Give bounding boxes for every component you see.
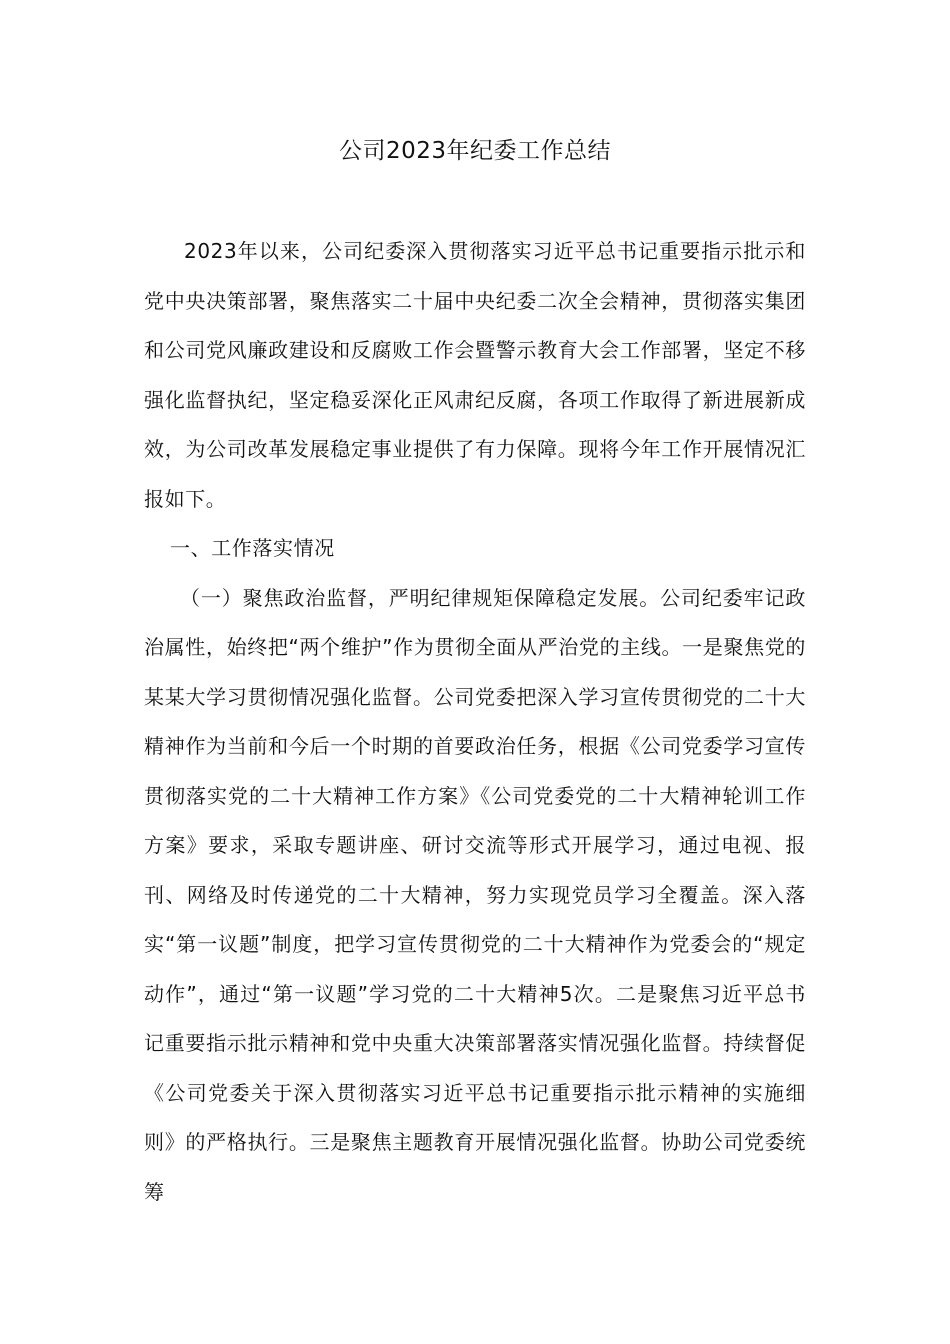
document-body [144,227,806,1217]
intro-paragraph: 2023年以来，公司纪委深入贯彻落实习近平总书记重要指示批示和党中央决策部署，聚焦落实二十届中央纪委二次全会精神，贯彻落实集团和公司党风廉政建设和反腐败工作会暨警示教育大会工作部署，坚定不移强化监督执纪，坚定稳妥深化正风肃纪反腐，各项工作取得了新进展新成效，为公司改革发展稳定事业提供了有力保障。现将今年工作开展情况汇报如下。 [144,239,806,511]
section-heading: 一、工作落实情况 [170,536,335,560]
document-title: 公司2023年纪委工作总结 [338,138,612,164]
subsection-paragraph: （一）聚焦政治监督，严明纪律规矩保障稳定发展。公司纪委牢记政治属性，始终把“两个维护”作为贯彻全面从严治党的主线。一是聚焦党的某某大学习贯彻情况强化监督。公司党委把深入学习宣传贯彻党的二十大精神作为当前和今后一个时期的首要政治任务，根据《公司党委学习宣传贯彻落实党的二十大精神工作方案》《公司党委党的二十大精神轮训工作方案》要求，采取专题讲座、研讨交流等形式开展学习，通过电视、报刊、网络及时传递党的二十大精神，努力实现党员学习全覆盖。深入落实“第一议题”制度，把学习宣传贯彻党的二十大精神作为党委会的“规定动作”，通过“第一议题”学习党的二十大精神5次。二是聚焦习近平总书记重要指示批示精神和党中央重大决策部署落实情况强化监督。持续督促《公司党委关于深入贯彻落实习近平总书记重要指示批示精神的实施细则》的严格执行。三是聚焦主题教育开展情况强化监督。协助公司党委统筹 [144,585,806,1204]
